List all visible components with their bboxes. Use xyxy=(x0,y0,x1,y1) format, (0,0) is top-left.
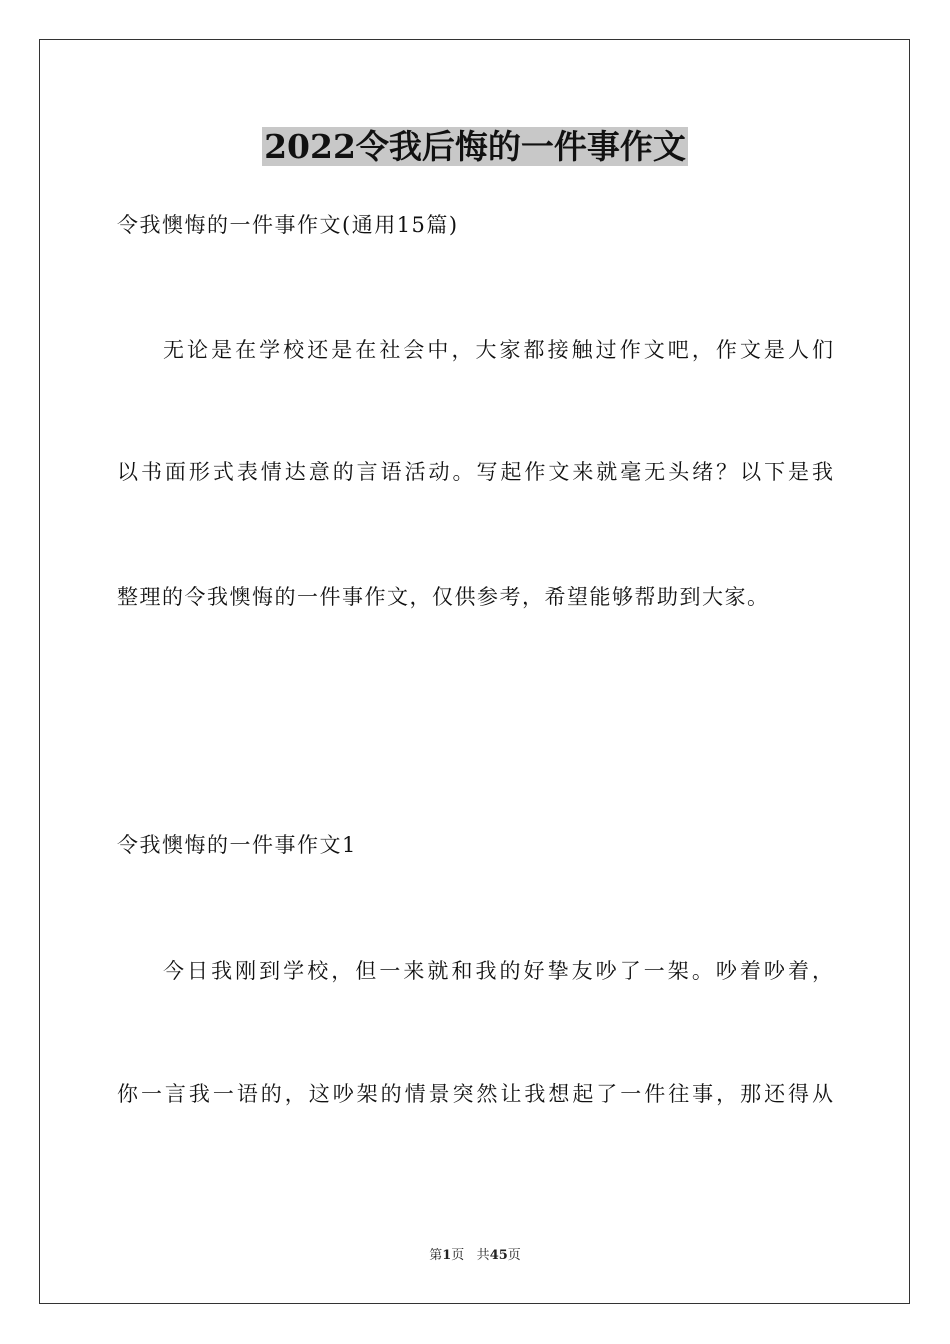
page-footer xyxy=(0,1247,950,1265)
intro-line-3: 整理的令我懊悔的一件事作文，仅供参考，希望能够帮助到大家。 xyxy=(117,585,770,609)
document-title-text: 2022令我后悔的一件事作文 xyxy=(264,127,686,166)
footer-total-suffix: 页 xyxy=(507,1248,521,1263)
intro-line-1: 无论是在学校还是在社会中，大家都接触过作文吧，作文是人们 xyxy=(163,338,833,362)
footer-total-prefix: 共 xyxy=(476,1248,490,1263)
section-line-1: 今日我刚到学校，但一来就和我的好挚友吵了一架。吵着吵着， xyxy=(163,959,833,983)
section-line-2: 你一言我一语的，这吵架的情景突然让我想起了一件往事，那还得从 xyxy=(117,1082,833,1106)
document-subtitle: 令我懊悔的一件事作文(通用15篇) xyxy=(117,213,459,237)
intro-line-2: 以书面形式表情达意的言语活动。写起作文来就毫无头绪？以下是我 xyxy=(117,460,833,484)
footer-page-number: 1 xyxy=(442,1248,452,1263)
footer-page-suffix: 页 xyxy=(451,1248,465,1263)
footer-page-prefix: 第 xyxy=(429,1248,443,1263)
document-title xyxy=(0,126,950,168)
footer-total-pages: 45 xyxy=(489,1248,508,1263)
section-heading: 令我懊悔的一件事作文1 xyxy=(117,833,357,857)
